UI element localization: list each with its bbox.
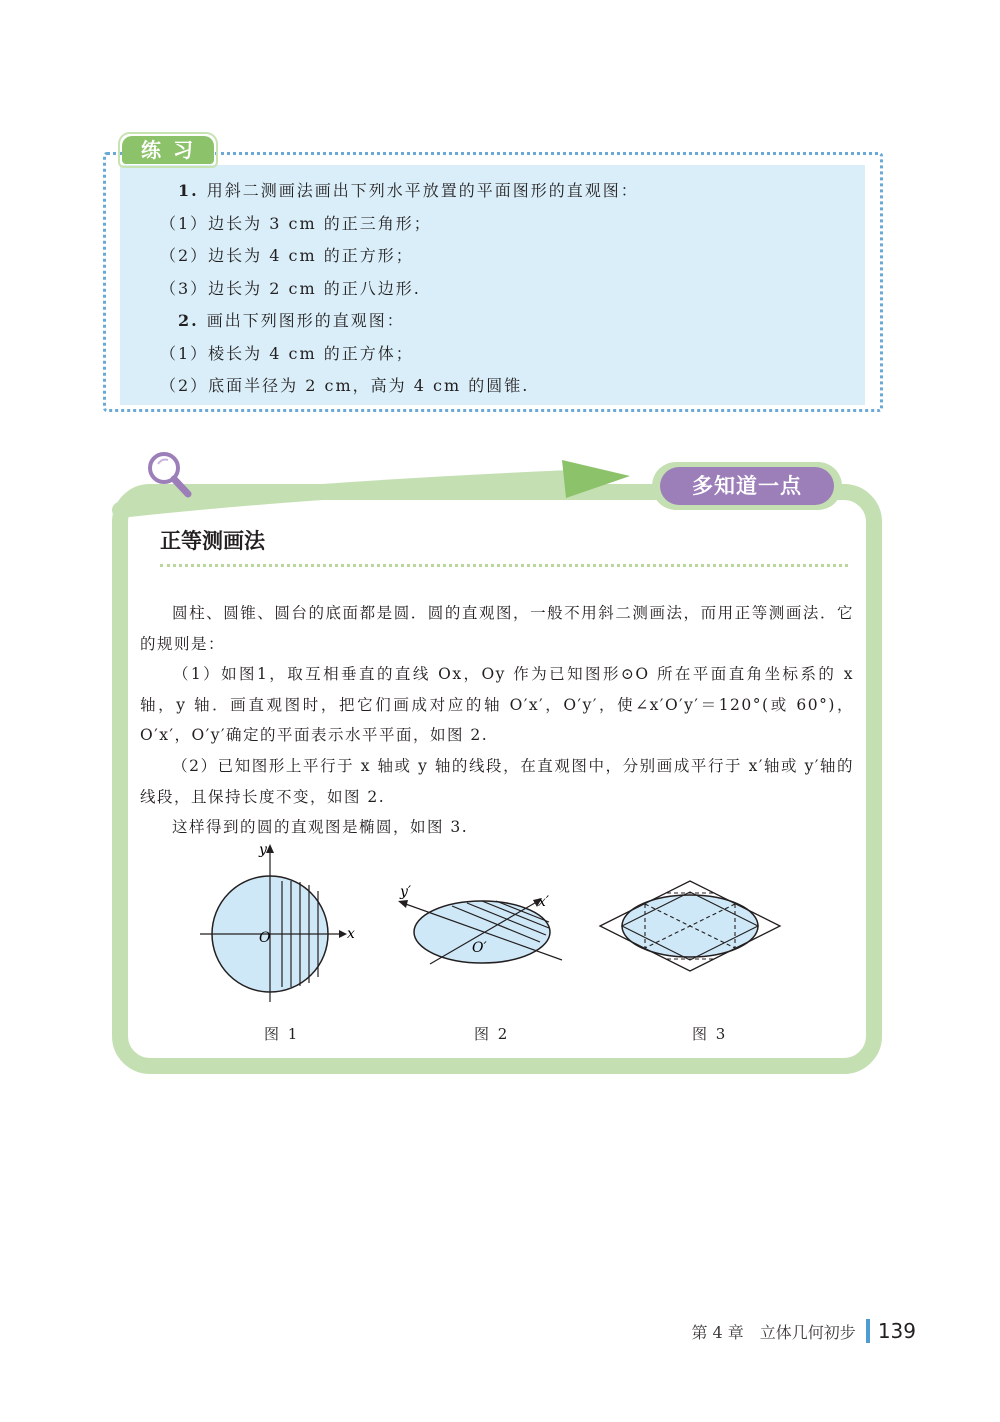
paragraph-text: 这样得到的圆的直观图是椭圆，如图 3. [172,818,469,836]
chapter-label: 第 4 章 立体几何初步 [691,1322,856,1342]
title-divider [160,564,848,567]
figure-2-ellipse [392,880,567,980]
paragraph-text: （1）如图1，取互相垂直的直线 Ox，Oy 作为已知图形⊙O 所在平面直角坐标系的 x 轴，y 轴．画直观图时，把它们画成对应的轴 O′x′，O′y′，使∠x′O′y′＝120°(或 60°)，O′x′，O′y′确定的平面表示水平平面，如图 2. [140,665,854,744]
exercise-question-2 [160,305,850,338]
fig2-origin-label: O′ [472,940,487,956]
question-number: 2. [178,311,199,330]
exercise-list [160,175,850,403]
section-title: 正等测画法 [160,529,265,553]
paragraph-rule-2 [140,751,854,812]
fig1-x-label: x [347,926,355,942]
paragraph-text: （2）已知图形上平行于 x 轴或 y 轴的线段，在直观图中，分别画成平行于 x′轴或 y′轴的线段，且保持长度不变，如图 2. [140,757,854,806]
magnifier-icon [150,454,188,494]
page-number: 139 [877,1319,916,1343]
fig2-y-label: y′ [400,884,412,900]
exercise-item: （2）底面半径为 2 cm，高为 4 cm 的圆锥. [160,376,530,395]
figure-2-caption: 图 2 [474,1025,510,1043]
exercise-question-1 [160,175,850,208]
paragraph-rule-1 [140,659,854,751]
exercise-tag: 练习 [122,136,214,164]
exercise-item: （3）边长为 2 cm 的正八边形. [160,278,421,298]
fig2-x-label: x′ [538,894,550,910]
figure-1-caption: 图 1 [264,1025,300,1043]
page-footer [691,1318,916,1344]
figure-3-rhombus [595,878,785,976]
exercise-item: （1）棱长为 4 cm 的正方体； [160,343,414,363]
know-more-arrow [100,450,640,520]
fig1-origin-label: O [259,930,271,946]
question-text: 用斜二测画法画出下列水平放置的平面图形的直观图： [206,181,639,200]
figure-3-caption: 图 3 [692,1025,728,1043]
question-text: 画出下列图形的直观图： [206,311,405,330]
figure-1-circle [195,838,365,1008]
paragraph-text: 圆柱、圆锥、圆台的底面都是圆．圆的直观图，一般不用斜二测画法，而用正等测画法．它的规则是： [140,604,854,653]
know-more-tab: 多知道一点 [660,467,834,505]
paragraph-intro [140,598,854,659]
fig1-y-label: y [259,842,267,858]
exercise-item: （2）边长为 4 cm 的正方形； [160,246,414,265]
question-number: 1. [178,181,199,200]
exercise-item: （1）边长为 3 cm 的正三角形； [160,213,432,233]
footer-divider [866,1319,870,1343]
